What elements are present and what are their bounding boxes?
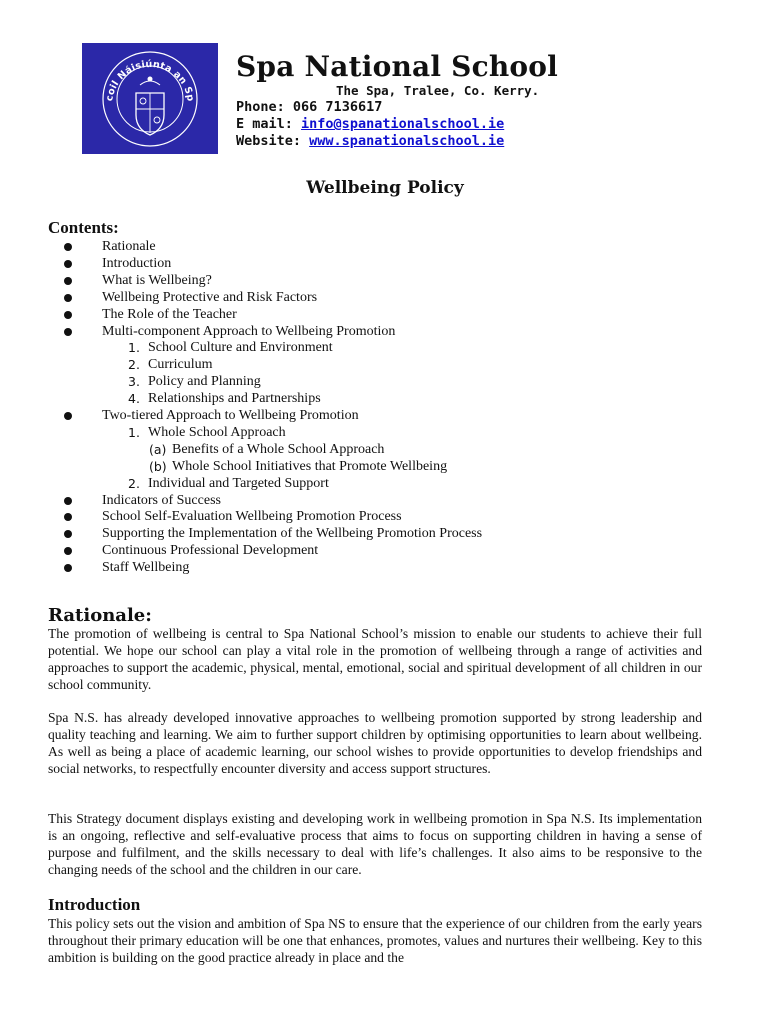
contents-item-marker: 1. — [128, 340, 140, 356]
bullet-icon — [64, 513, 72, 521]
bullet-icon — [64, 564, 72, 572]
contents-item[interactable]: Rationale — [102, 239, 156, 254]
bullet-icon — [64, 530, 72, 538]
contents-item[interactable]: Wellbeing Protective and Risk Factors — [102, 289, 318, 305]
email-line — [236, 116, 504, 132]
school-crest-icon — [82, 43, 218, 154]
rationale-heading: Rationale: — [48, 605, 152, 626]
contents-item[interactable]: Benefits of a Whole School Approach — [172, 441, 385, 457]
rationale-paragraph-1: The promotion of wellbeing is central to Spa National School’s mission to enable our students to achieve their full potential. We hope our school can play a vital role in the promotion of wellbeing through a range of activities and approaches to support the academic, physical, mental, emotional, social and spiritual development of all children in our school community. — [48, 626, 702, 692]
contents-item[interactable]: Relationships and Partnerships — [148, 391, 321, 407]
rationale-paragraph-3: This Strategy document displays existing and developing work in wellbeing promotion in Spa N.S. Its implementation is an ongoing, reflective and self-evaluative process that aims to focus on supporting children in having a sense of purpose and fulfilment, and the skills necessary to deal with life’s challenges. It also aims to be responsive to the changing needs of the school and the children in our care. — [48, 811, 702, 877]
rationale-paragraph-2: Spa N.S. has already developed innovative approaches to wellbeing promotion supported by strong leadership and quality teaching and learning. We aim to further support children by optimising opportunities to learn about wellbeing. As well as being a place of academic learning, our school wishes to provide opportunities to develop friendships and social networks, to respectfully encounter diversity and access support structures. — [48, 710, 702, 776]
bullet-icon — [64, 328, 72, 336]
bullet-icon — [64, 294, 72, 302]
contents-item[interactable]: Indicators of Success — [102, 492, 221, 508]
contents-item-marker: 3. — [128, 374, 140, 390]
contents-item[interactable]: The Role of the Teacher — [102, 306, 237, 322]
contents-item-marker: (b) — [149, 458, 167, 474]
introduction-heading: Introduction — [48, 895, 141, 914]
contents-item-marker: 1. — [128, 424, 140, 440]
website-label: Website: — [236, 133, 302, 149]
bullet-icon — [64, 497, 72, 505]
phone-label: Phone: — [236, 99, 285, 115]
school-logo — [82, 43, 218, 154]
contents-heading: Contents: — [48, 218, 119, 237]
phone-line — [236, 99, 382, 115]
contents-item[interactable]: Multi-component Approach to Wellbeing Promotion — [102, 323, 396, 339]
bullet-icon — [64, 547, 72, 555]
introduction-paragraph-1: This policy sets out the vision and ambition of Spa NS to ensure that the experience of our children from the early years throughout their primary education will be one that enhances, promotes, values and nurtures their wellbeing. Key to this ambition is building on the good practice already in place and the — [48, 916, 702, 965]
school-name: Spa National School — [236, 50, 558, 83]
website-line — [236, 133, 504, 149]
logo-ring-text: coil Náisiúnta an Sp — [104, 58, 196, 103]
contents-item[interactable]: School Culture and Environment — [148, 340, 333, 356]
bullet-icon — [64, 277, 72, 285]
bullet-icon — [64, 260, 72, 268]
contents-item[interactable]: What is Wellbeing? — [102, 272, 212, 288]
phone-number: 066 7136617 — [292, 99, 383, 115]
contents-item-marker: 2. — [128, 357, 140, 373]
contents-item-marker: 4. — [128, 391, 140, 407]
bullet-icon — [64, 412, 72, 420]
bullet-icon — [64, 243, 72, 251]
contents-item[interactable]: Supporting the Implementation of the Wellbeing Promotion Process — [102, 526, 483, 542]
contents-item-marker: (a) — [149, 441, 167, 457]
contents-item[interactable]: School Self-Evaluation Wellbeing Promotion Process — [102, 509, 402, 525]
contents-item[interactable]: Whole School Initiatives that Promote Wellbeing — [172, 458, 448, 474]
school-address: The Spa, Tralee, Co. Kerry. — [336, 83, 540, 98]
contents-item[interactable]: Policy and Planning — [148, 374, 261, 390]
contents-item[interactable]: Continuous Professional Development — [102, 543, 319, 559]
bullet-icon — [64, 311, 72, 319]
contents-item[interactable]: Introduction — [102, 255, 172, 271]
contents-item[interactable]: Whole School Approach — [148, 424, 286, 440]
contents-item[interactable]: Curriculum — [148, 357, 213, 373]
contents-item-marker: 2. — [128, 475, 140, 491]
contents-item[interactable]: Staff Wellbeing — [102, 560, 190, 576]
contents-item[interactable]: Two-tiered Approach to Wellbeing Promotion — [102, 408, 359, 423]
email-link[interactable]: info@spanationalschool.ie — [301, 116, 505, 132]
website-link[interactable]: www.spanationalschool.ie — [309, 133, 505, 149]
contents-item[interactable]: Individual and Targeted Support — [148, 475, 329, 491]
email-label: E mail: — [236, 116, 293, 132]
document-title: Wellbeing Policy — [306, 178, 464, 198]
